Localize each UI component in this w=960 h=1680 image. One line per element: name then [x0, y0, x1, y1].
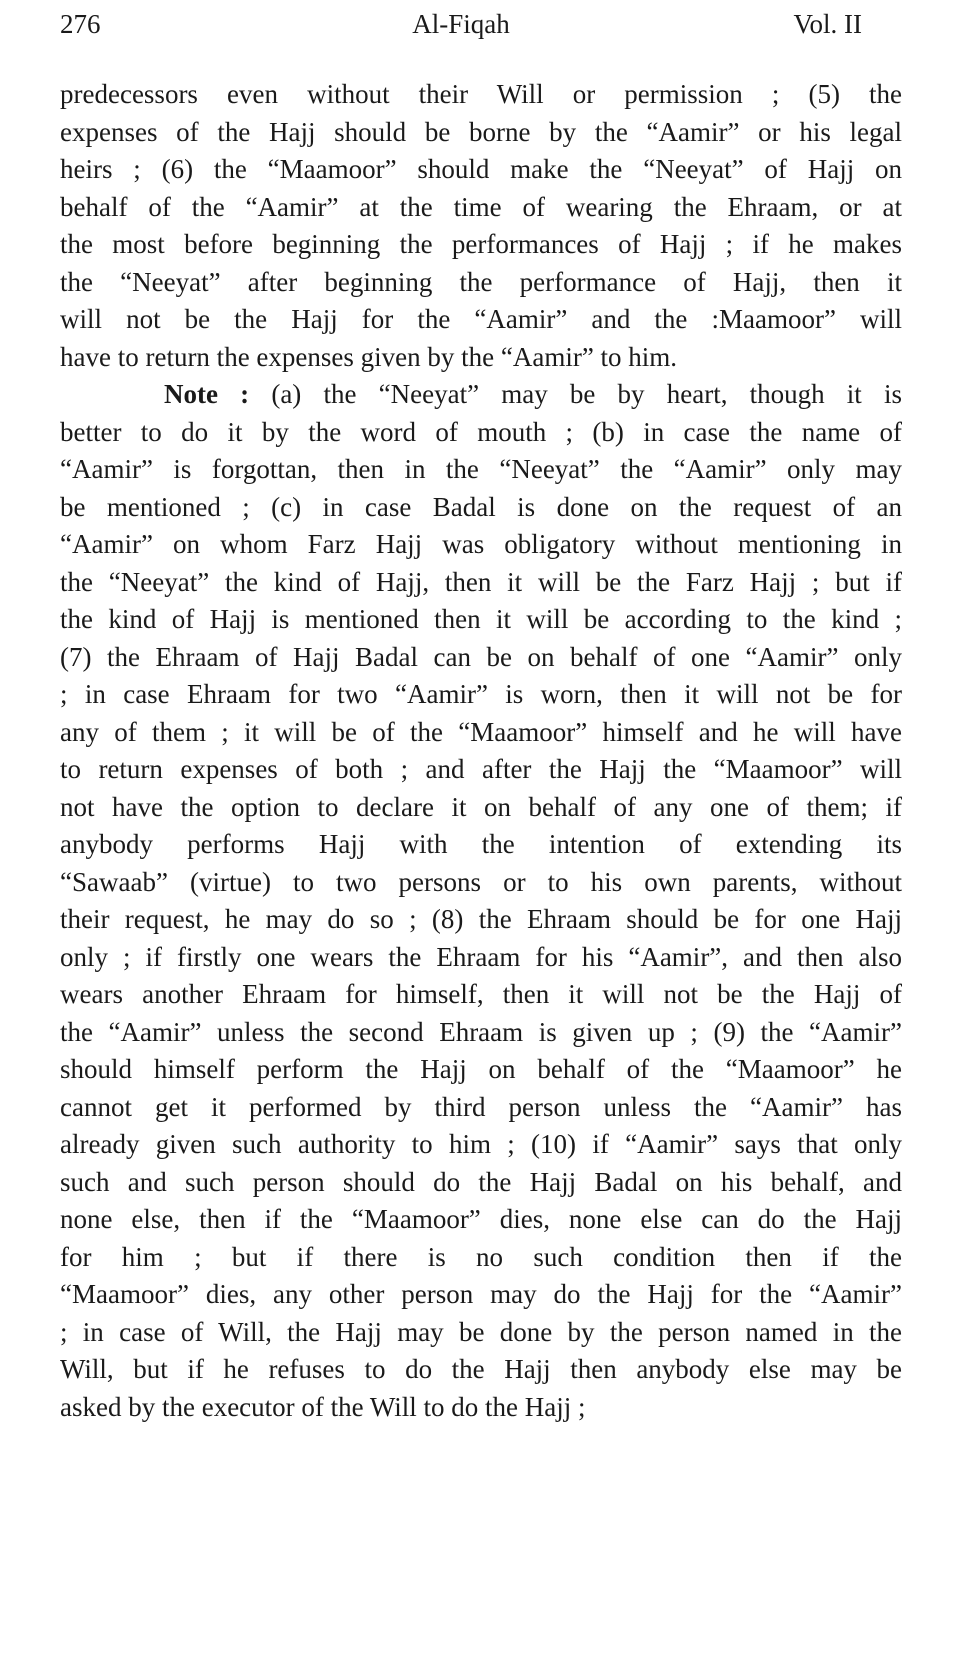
text-line: expenses of the Hajj should be borne by the “Aamir” or his legal: [60, 116, 902, 147]
volume-label: Vol. II: [793, 9, 862, 39]
text-line: asked by the executor of the Will to do the Hajj ;: [60, 1391, 586, 1422]
text-line: such and such person should do the Hajj Badal on his behalf, and: [60, 1166, 902, 1197]
text-line: cannot get it performed by third person unless the “Aamir” has: [60, 1091, 902, 1122]
text-line: their request, he may do so ; (8) the Ehraam should be for one Hajj: [60, 904, 902, 934]
text-line: have to return the expenses given by the “Aamir” to him.: [60, 341, 678, 372]
text-line: wears another Ehraam for himself, then it will not be the Hajj of: [60, 979, 902, 1009]
text-line: the “Neeyat” after beginning the performance of Hajj, then it: [60, 266, 902, 297]
page-header: [60, 6, 862, 42]
text-line: Will, but if he refuses to do the Hajj then anybody else may be: [60, 1354, 902, 1384]
text-line: (7) the Ehraam of Hajj Badal can be on behalf of one “Aamir” only: [60, 641, 902, 672]
text-line: the most before beginning the performances of Hajj ; if he makes: [60, 229, 902, 259]
note-text: (a) the “Neeyat” may be by heart, though it is: [249, 379, 902, 409]
text-line: to return expenses of both ; and after the Hajj the “Maamoor” will: [60, 754, 902, 784]
text-line: “Maamoor” dies, any other person may do the Hajj for the “Aamir”: [60, 1279, 902, 1309]
text-line: ; in case Ehraam for two “Aamir” is worn, then it will not be for: [60, 679, 902, 709]
note-line: [60, 376, 902, 414]
text-line: the kind of Hajj is mentioned then it will be according to the kind ;: [60, 604, 902, 634]
text-line: any of them ; it will be of the “Maamoor” himself and he will have: [60, 716, 902, 747]
text-line: only ; if firstly one wears the Ehraam for his “Aamir”, and then also: [60, 941, 902, 972]
text-line: predecessors even without their Will or permission ; (5) the: [60, 79, 902, 109]
text-line: anybody performs Hajj with the intention of extending its: [60, 829, 902, 859]
page-body: [60, 76, 902, 1426]
note-label: Note :: [164, 379, 250, 409]
text-line: “Aamir” is forgottan, then in the “Neeyat” the “Aamir” only may: [60, 454, 902, 484]
text-line: better to do it by the word of mouth ; (b) in case the name of: [60, 416, 902, 447]
text-line: behalf of the “Aamir” at the time of wearing the Ehraam, or at: [60, 191, 902, 222]
text-line: “Aamir” on whom Farz Hajj was obligatory without mentioning in: [60, 529, 902, 559]
text-line: the “Aamir” unless the second Ehraam is given up ; (9) the “Aamir”: [60, 1016, 902, 1047]
text-line: should himself perform the Hajj on behalf of the “Maamoor” he: [60, 1054, 902, 1084]
text-line: already given such authority to him ; (10) if “Aamir” says that only: [60, 1129, 902, 1159]
text-line: “Sawaab” (virtue) to two persons or to his own parents, without: [60, 866, 902, 897]
text-line: not have the option to declare it on behalf of any one of them; if: [60, 791, 902, 822]
text-line: none else, then if the “Maamoor” dies, none else can do the Hajj: [60, 1204, 902, 1234]
page-number: 276: [60, 9, 101, 39]
text-line: be mentioned ; (c) in case Badal is done on the request of an: [60, 491, 902, 522]
text-line: will not be the Hajj for the “Aamir” and the :Maamoor” will: [60, 304, 902, 334]
text-line: for him ; but if there is no such condition then if the: [60, 1241, 902, 1272]
text-line: heirs ; (6) the “Maamoor” should make the “Neeyat” of Hajj on: [60, 154, 902, 184]
text-line: the “Neeyat” the kind of Hajj, then it will be the Farz Hajj ; but if: [60, 566, 902, 597]
running-title: Al-Fiqah: [412, 9, 510, 39]
text-line: ; in case of Will, the Hajj may be done by the person named in the: [60, 1316, 902, 1347]
